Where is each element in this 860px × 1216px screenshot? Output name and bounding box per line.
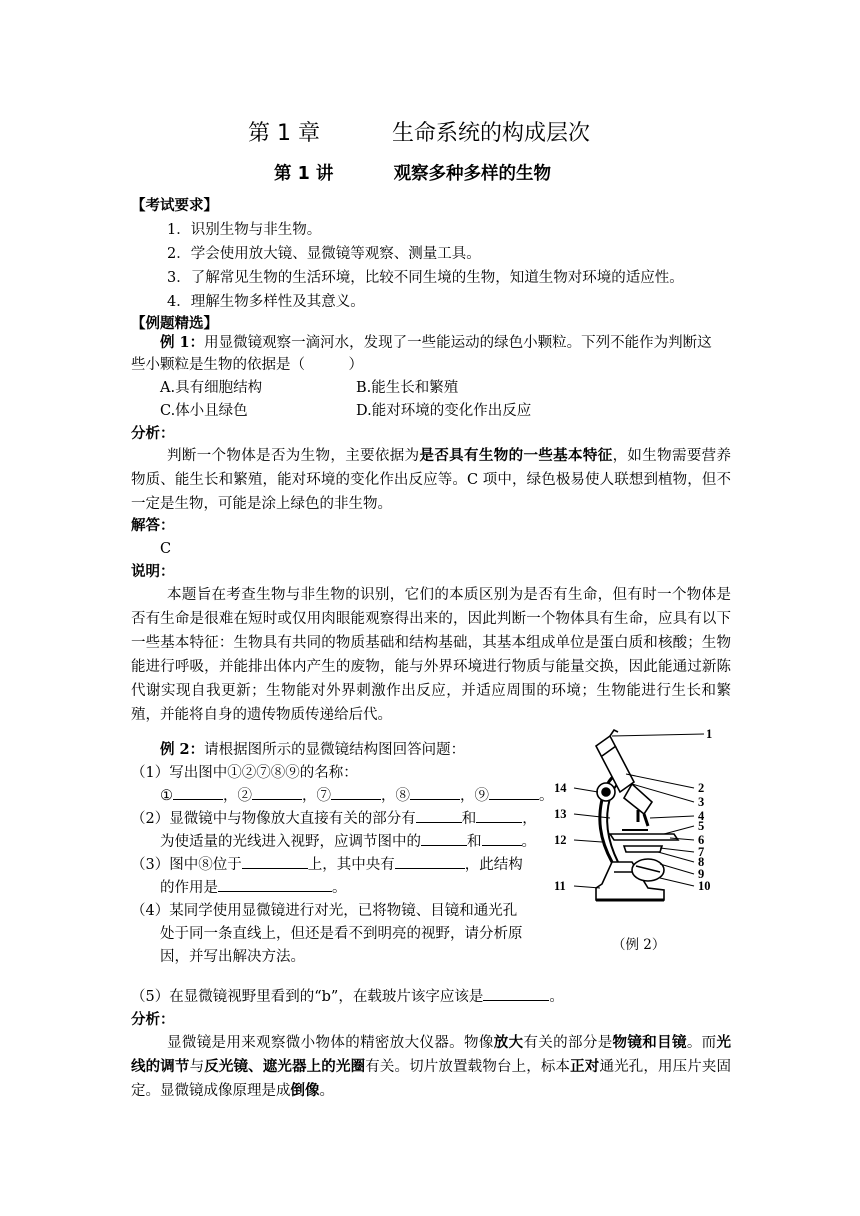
- figure-label: 4: [698, 809, 705, 823]
- answer-blank[interactable]: [476, 807, 522, 823]
- chapter-title: [248, 116, 590, 147]
- requirements-heading: 【考试要求】: [131, 197, 218, 214]
- figure-label: 7: [698, 845, 705, 859]
- answer-blank[interactable]: [416, 807, 462, 823]
- microscope-figure: [552, 722, 722, 922]
- example2-label: 例 2：: [160, 741, 205, 758]
- answer-blank[interactable]: [331, 784, 381, 800]
- figure-label: 14: [554, 781, 567, 795]
- example2-analysis: 显微镜是用来观察微小物体的精密放大仪器。物像放大有关的部分是物镜和目镜。而光线的调节与反光镜、遮光器上的光圈有关。切片放置载物台上，标本正对通光孔，用压片夹固定。显微镜成像原理是成倒像。: [131, 1034, 732, 1099]
- figure-label: 5: [698, 819, 705, 833]
- option-b: B.能生长和繁殖: [356, 380, 459, 396]
- answer-blank[interactable]: [489, 784, 539, 800]
- requirement-item: 3．了解常见生物的生活环境，比较不同生境的生物，知道生物对环境的适应性。: [167, 270, 684, 286]
- examples-heading: 【例题精选】: [131, 315, 218, 332]
- figure-label: 11: [554, 879, 566, 893]
- option-a: A.具有细胞结构: [160, 380, 263, 396]
- figure-label: 9: [698, 867, 705, 881]
- example1-note-label: 说明：: [131, 563, 175, 580]
- q1-text: （1）写出图中①②⑦⑧⑨的名称：: [131, 765, 358, 781]
- figure-label: 8: [698, 855, 705, 869]
- example1-analysis-label: 分析：: [131, 425, 175, 442]
- q5: （5）在显微镜视野里看到的“b”，在载玻片该字应该是 。: [131, 985, 564, 1009]
- figure-label: 10: [698, 879, 711, 893]
- q2-line1: （2）显微镜中与物像放大直接有关的部分有 和 ，: [131, 807, 537, 831]
- example1-answer: C: [160, 541, 172, 557]
- lecture-label: 第 1 讲: [274, 164, 334, 184]
- analysis-emphasis: 是否具有生物的一些基本特征: [419, 447, 613, 464]
- answer-blank[interactable]: [410, 784, 460, 800]
- answer-blank[interactable]: [252, 784, 302, 800]
- example2-intro: 例 2：请根据图所示的显微镜结构图回答问题：: [160, 741, 466, 758]
- answer-blank[interactable]: [482, 830, 522, 846]
- q1-blanks: ① ，② ，⑦ ，⑧ ，⑨ 。: [160, 784, 554, 808]
- answer-blank[interactable]: [395, 853, 465, 869]
- answer-blank[interactable]: [421, 830, 467, 846]
- answer-blank[interactable]: [483, 985, 549, 1001]
- example1-analysis: 判断一个物体是否为生物，主要依据为是否具有生物的一些基本特征，如生物需要营养物质、能生长和繁殖，能对环境的变化作出反应等。C 项中，绿色极易使人联想到植物，但不一定是生物，可能是涂上绿色的非生物。: [131, 447, 732, 512]
- q4-line1: （4）某同学使用显微镜进行对光，已将物镜、目镜和通光孔: [131, 903, 518, 919]
- lecture-name: 观察多种多样的生物: [393, 164, 552, 184]
- example1-answer-label: 解答：: [131, 517, 175, 534]
- figure-label: 13: [554, 807, 567, 821]
- figure-caption: （例 2）: [612, 937, 666, 953]
- answer-blank[interactable]: [218, 876, 332, 892]
- answer-blank[interactable]: [242, 853, 308, 869]
- figure-label: 1: [706, 727, 713, 741]
- answer-blank[interactable]: [173, 784, 223, 800]
- example1-label: 例 1：: [160, 334, 205, 351]
- example1-note: 本题旨在考查生物与非生物的识别，它们的本质区别为是否有生命，但有时一个物体是否有生命是很难在短时或仅用肉眼能观察得出来的，因此判断一个物体具有生命，应具有以下一些基本特征：生物具有共同的物质基础和结构基础，其基本组成单位是蛋白质和核酸；生物能进行呼吸，并能排出体内产生的废物，能与外界环境进行物质与能量交换，因此能通过新陈代谢实现自我更新；生物能对外界刺激作出反应，并适应周围的环境；生物能进行生长和繁殖，并能将自身的遗传物质传递给后代。: [131, 587, 731, 723]
- requirement-item: 2．学会使用放大镜、显微镜等观察、测量工具。: [167, 246, 481, 262]
- q4-line2: 处于同一条直线上，但还是看不到明亮的视野，请分析原: [160, 926, 523, 942]
- example1-question: [160, 331, 712, 355]
- figure-label: 6: [698, 833, 705, 847]
- option-c: C.体小且绿色: [160, 403, 248, 419]
- example1-question-line2: 些小颗粒是生物的依据是（ ）: [131, 357, 363, 373]
- requirement-item: 4．理解生物多样性及其意义。: [167, 294, 365, 310]
- chapter-name: 生命系统的构成层次: [391, 121, 590, 146]
- example2-analysis-label: 分析：: [131, 1011, 175, 1028]
- q3-line2: 的作用是 。: [160, 876, 347, 900]
- example1-question-line1: 用显微镜观察一滴河水，发现了一些能运动的绿色小颗粒。下列不能作为判断这: [204, 335, 712, 351]
- q4-line3: 因，并写出解决方法。: [160, 949, 305, 965]
- figure-label: 2: [698, 781, 705, 795]
- chapter-label: 第 1 章: [248, 121, 320, 146]
- requirement-item: 1．识别生物与非生物。: [167, 222, 322, 238]
- option-d: D.能对环境的变化作出反应: [356, 403, 532, 419]
- q3-line1: （3）图中⑧位于 上，其中央有 ，此结构: [131, 853, 523, 877]
- q2-line2: 为使适量的光线进入视野，应调节图中的 和 。: [160, 830, 536, 854]
- figure-label: 3: [698, 795, 705, 809]
- figure-label: 12: [554, 833, 567, 847]
- lecture-title: [274, 160, 551, 185]
